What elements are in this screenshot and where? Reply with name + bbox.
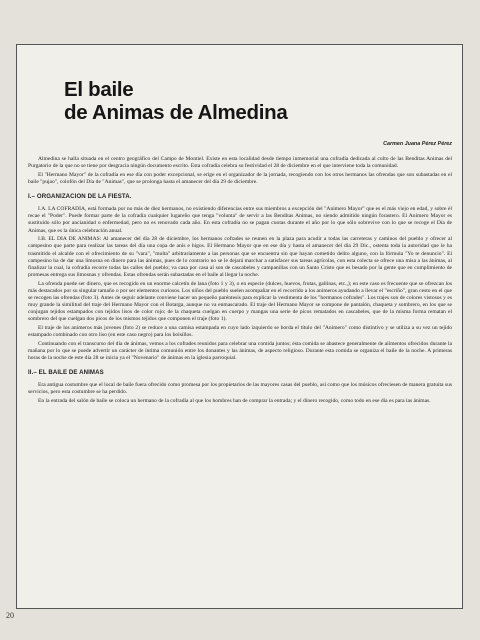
section-1-paragraph-4: El traje de los animeros más jovenes (foto 2) se reduce a una camisa estampada en cuyo lado izquierdo se borda el título del "Animero" como distintivo y se utiliza a su vez un tejido estampado combinado con otro liso (en este caso negro) para los bolsillos.: [28, 324, 452, 338]
article-title: [64, 78, 287, 124]
section-1-paragraph-3: La ofrenda puede ser dinero, que es recogido en un enorme calcetín de lana (foto 1 y 3), o en especie (dulces, huevos, frutas, gallinas, etc.,); en este caso es frecuente que se ofrezcan los más destacados por su singular tamaño o por ser elementos curiosos. Los niños del pueblo suelen acompañar en el recorrido a los animeros ayudando a llevar el "escriño", gran cesto en el que se recogen las ofrendas (foto 3). Antes de seguir adelante conviene hacer un pequeño paréntesis para explicar la vestimenta de los "hermanos cofrades". Los trajes son de colores vistosos y es muy grande la similitud del traje del Hermano Mayor con el Botarga, aunque no va enmascarado. El traje del Hermano Mayor se compone de pantalón, chaqueta y sombrero, en los que se conjugan tejidos estampados con tejidos lisos de color rojo; de la chaqueta cuelgan en cuerpo y mangas una serie de picos rematados en cascabeles, que de la misma forma rematan el sombrero del que cuelgan dos picos de los mismos tejidos que componen el traje (foto 1).: [28, 280, 452, 323]
title-line-1: El baile: [64, 78, 134, 101]
author-name: Carmen Juana Pérez Pérez: [383, 141, 452, 147]
section-1-paragraph-1: I.A. LA COFRADIA, está formada por no más de diez hermanos, no existiendo diferencias entre sus miembros a excepción del "Animero Mayor" que es el más viejo en edad, y sobre él recae el "Poder". Puede formar parte de la cofradía cualquier lugareño que tenga "volunta" de servir a las Benditas Animas, no siendo admitido ningún forastero. El Animero Mayor es sustituido sólo por ancianidad o enfermedad, pero no es renovado cada año. En esta cofradía no se pagan cuotas durante el año por lo que sólo sobrevive con lo que se recoge el Día de Animas, que es la única celebración anual.: [28, 206, 452, 234]
section-1-paragraph-2: I.B. EL DIA DE ANIMAS: Al amanecer del día 28 de diciembre, los hermanos cofrades se reunen en la plaza para acudir a todas las carreteras y caminos del pueblo y ofrecer al campesino que parte para realizar las tareas del día una copa de anís e higos. El Hermano Mayor que en ese día y hasta el amanecer del día 29 Dic., ostenta toda la autoridad que le ha trasmitido el alcalde con el ofrecimiento de su "vara", "multa" arbitrariamente a las personas que se encuentra sin que hayan cometido delito alguno, con la fórmula "Yo te denuncio". El campesino ha de dar una limosna en dinero para las ánimas, pues de lo contrario no se le dejará marchar a satisfacer sus tareas agrícolas, con esta colecta se ofrece una misa a las ánimas, al finalizar la cual, la cofradía recorre todas las calles del pueblo; va casa por casa al son de cascabeles y campanillas con un Santo Cristo que es besado por la gente que en cumplimiento de promesas entrega sus limosnas y ofrendas. Estas ofrendas serán subastadas en el baile al llegar la noche.: [28, 236, 452, 278]
title-line-2: de Animas de Almedina: [64, 101, 288, 124]
section-1-paragraph-5: Continuando con el transcurso del día de ánimas, vemos a los cofrades reunidos para celebrar una comida juntos; ésta comida se abastece generalmente de alimentos ofrecidos durante la mañana por lo que se puede advertir un carácter de íntima comunión entre los donantes y las ánimas, de aspecto religioso. Durante esta comida se organiza el baile de la noche. A primeras horas de la noche de este día 28 se inicia ya el "Novenario" de ánimas en la iglesia parroquial.: [28, 340, 452, 361]
section-2-paragraph-1: Era antigua costumbre que el local de baile fuera ofrecido como promesa por los propietarios de las mayores casas del pueblo, así como que los músicos ofreciesen de manera gratuita sus servicios, pero esta costumbre se ha perdido.: [28, 382, 452, 396]
page-number: 20: [6, 611, 14, 620]
section-2-heading: II.– EL BAILE DE ANIMAS: [28, 369, 104, 377]
section-1-heading: I.– ORGANIZACION DE LA FIESTA.: [28, 193, 132, 201]
section-2-paragraph-2: En la entrada del salón de baile se coloca un hermano de la cofradía al que los hombres han de comprar la entrada; y el dinero recogido, como todo en ese día es para las ánimas.: [38, 397, 431, 404]
intro-paragraph-2: El "Hermano Mayor" de la cofradía en ese día con poder excepcional, se erige en el organizador de la jornada, recogiendo con los otros hermanos las ofrendas que son subastadas en el baile "pujao", colofón del Día de "Animas", que se prolonga hasta el amanecer del día 29 de diciembre.: [28, 171, 452, 185]
article-body: [28, 156, 452, 406]
intro-paragraph-1: Almedina se halla situada en el centro geográfico del Campo de Montiel. Existe en esta localidad desde tiempo inmemorial una cofradía dedicada al culto de las Benditas Animas del Purgatorio de la que no se tiene por desgracia ningún documento escrito. Esta cofradía celebra su festividad el 28 de diciembre en el que interviene toda la comunidad.: [28, 156, 452, 170]
